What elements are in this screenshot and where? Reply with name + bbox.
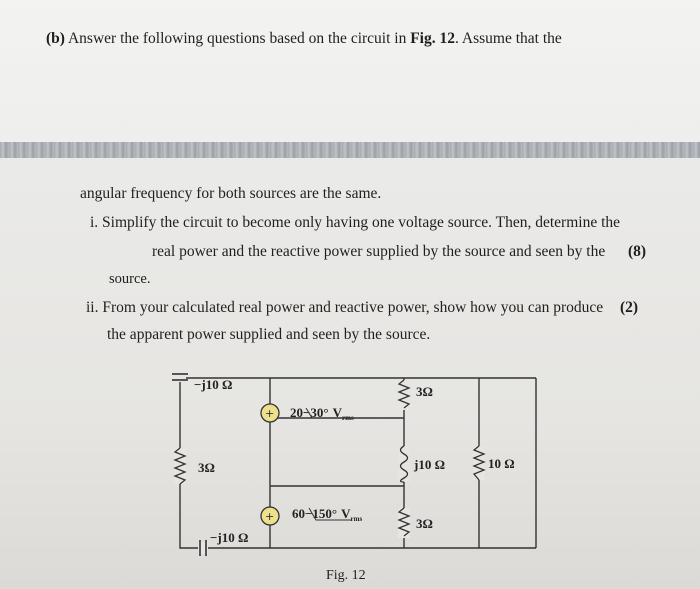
item-ii-line2: the apparent power supplied and seen by the source. (107, 326, 431, 343)
cap-bottom-label: −j10 Ω (210, 530, 249, 545)
resistor-top-right-icon (398, 380, 410, 410)
cap-top-label: −j10 Ω (194, 377, 233, 392)
question-text-end: . Assume that the (455, 30, 562, 47)
item-i-line2: real power and the reactive power supplied by the source and seen by the (152, 243, 606, 260)
item-i-line1: i. Simplify the circuit to become only having one voltage source. Then, determine the (90, 214, 621, 231)
res-far-right-label: 10 Ω (488, 456, 515, 471)
resistor-bottom-right-icon (398, 508, 410, 538)
resistor-left-icon (174, 448, 186, 484)
item-i-marks: (8) (628, 243, 647, 260)
page-seam (0, 142, 700, 158)
circuit-diagram (170, 358, 546, 570)
question-label: (b) (46, 30, 65, 47)
top-page (0, 0, 700, 142)
left-wire (180, 378, 270, 548)
res-left-label: 3Ω (198, 460, 215, 475)
source-1-label: 20−30° $V_{rms}$ (290, 405, 354, 422)
question-continuation: angular frequency for both sources are the same. (80, 185, 382, 202)
svg-text:+: + (265, 407, 275, 420)
voltage-source-1-icon (261, 404, 279, 422)
ind-mid-label: j10 Ω (414, 457, 445, 472)
question-text: Answer the following questions based on the circuit in (67, 30, 411, 47)
resistor-far-right-icon (473, 378, 485, 548)
figure-caption: Fig. 12 (326, 568, 366, 583)
item-i-line3: source. (109, 271, 151, 287)
inductor-icon (398, 446, 410, 482)
question-b-heading (46, 30, 562, 48)
item-ii-marks: (2) (620, 299, 639, 316)
res-top-right-label: 3Ω (416, 384, 433, 399)
voltage-source-2-icon (261, 507, 279, 525)
fig-reference: Fig. 12 (410, 30, 455, 47)
capacitor-top-icon (172, 372, 188, 382)
source-2-label: 60−150° $V_{rms}$ (292, 506, 363, 523)
res-bottom-right-label: 3Ω (416, 516, 433, 531)
capacitor-bottom-icon (198, 540, 208, 556)
item-ii-line1: ii. From your calculated real power and reactive power, show how you can produce (86, 299, 604, 316)
svg-text:+: + (265, 510, 275, 523)
